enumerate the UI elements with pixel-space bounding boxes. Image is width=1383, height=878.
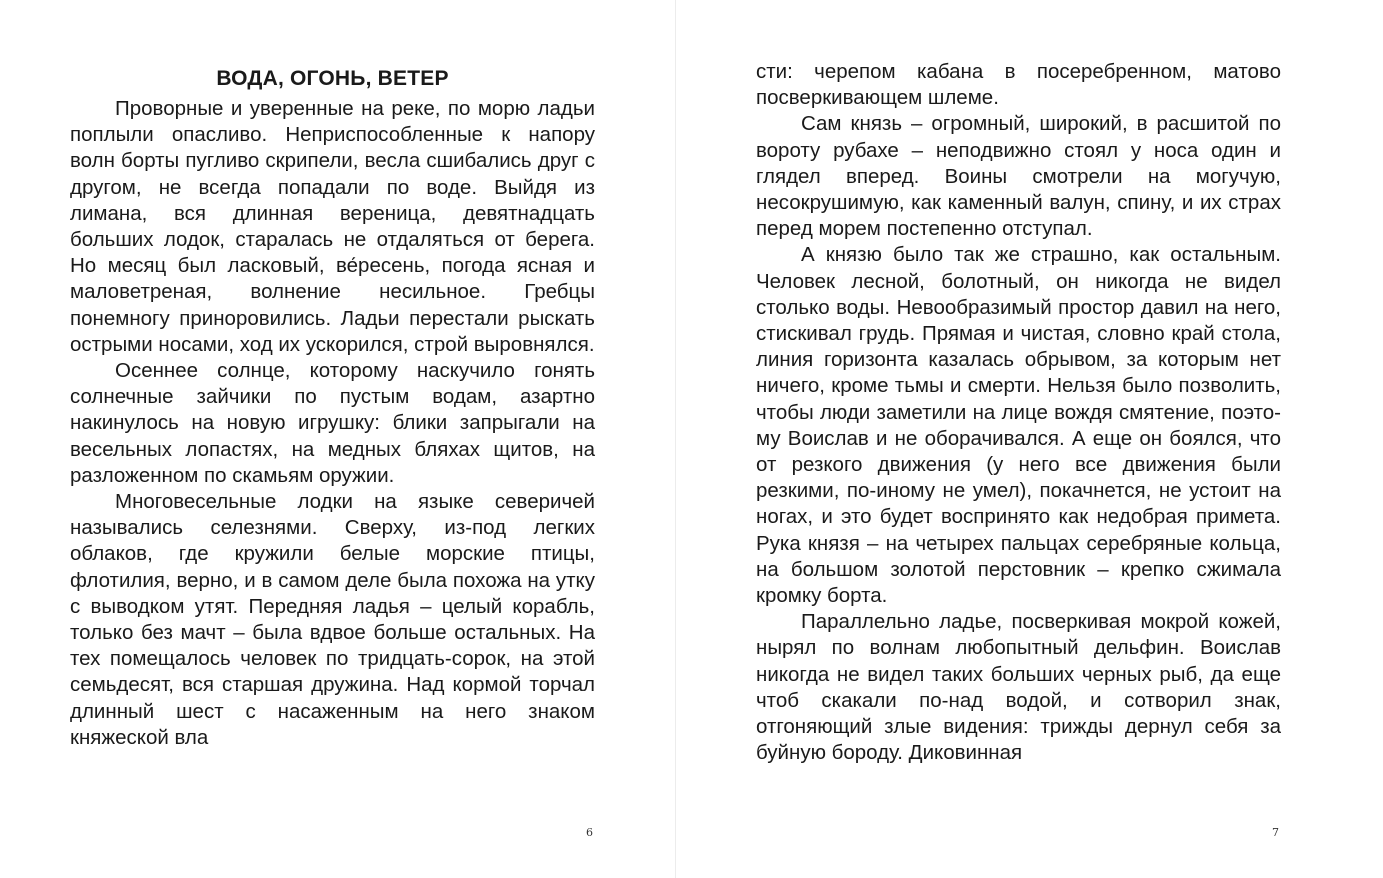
left-page	[0, 0, 675, 878]
left-text-column	[70, 56, 595, 751]
paragraph-continuation: сти: черепом кабана в посеребренном, матово посверкивающем шлеме.	[756, 60, 1281, 110]
paragraph: Проворные и уверенные на реке, по морю ладьи поплыли опасливо. Неприспособленные к напору волн борты пугливо скрипели, весла сшибались друг с другом, не всегда попадали по воде. Выйдя из лимана, вся длинная вереница, девятнадцать больших лодок, старалась не отдаляться от берега. Но месяц был ласковый, ве́ресень, погода ясная и маловетреная, волнение несильное. Гребцы понемногу приноровились. Ладьи перестали рыскать острыми носами, ход их ускорился, строй выровнялся.	[70, 97, 595, 356]
page-number: 7	[1272, 826, 1279, 839]
paragraph: А князю было так же страшно, как остальным. Человек лесной, болотный, он никогда не видел столько воды. Невообразимый простор давил на него, стискивал грудь. Прямая и чистая, словно край стола, линия горизонта казалась обрывом, за которым нет ничего, кроме тьмы и смерти. Нельзя было позволить, чтобы люди заметили на лице вождя смятение, поэтому Воислав и не оборачивался. А еще он боялся, что от резкого движения (у него все движения были резкими, по-иному не умел), покачнется, не устоит на ногах, и это будет воспринято как недобрая примета. Рука князя – на четырех пальцах серебряные кольца, на большом золотой перстовник – крепко сжимала кромку борта.	[756, 243, 1281, 608]
page-number: 6	[586, 826, 593, 839]
paragraph: Сам князь – огромный, широкий, в расшитой по вороту рубахе – неподвижно стоял у носа один и глядел вперед. Воины смотрели на могучую, несокрушимую, как каменный валун, спину, и их страх перед морем постепенно отступал.	[756, 112, 1281, 241]
right-text-column	[756, 59, 1281, 766]
chapter-title: ВОДА, ОГОНЬ, ВЕТЕР	[216, 67, 449, 90]
paragraph: Осеннее солнце, которому наскучило гонять солнечные зайчики по пустым водам, азартно накинулось на новую игрушку: блики запрыгали на весельных лопастях, на медных бляхах щитов, на разложенном по скамьям оружии.	[70, 359, 595, 487]
paragraph: Параллельно ладье, посверкивая мокрой кожей, нырял по волнам любопытный дельфин. Воислав никогда не видел таких больших черных рыб, да еще чтоб скакали по-над водой, и сотворил знак, отгоняющий злые видения: трижды дернул себя за буйную бороду. Диковинная	[756, 610, 1281, 765]
right-page	[676, 0, 1383, 878]
paragraph: Многовесельные лодки на языке северичей назывались селезнями. Сверху, из-под легких облаков, где кружили белые морские птицы, флотилия, верно, и в самом деле была похожа на утку с выводком утят. Передняя ладья – целый корабль, только без мачт – была вдвое больше остальных. На тех помещалось человек по тридцать-сорок, на этой семьдесят, вся старшая дружина. Над кормой торчал длинный шест с насаженным на него знаком княжеской вла	[70, 490, 595, 749]
